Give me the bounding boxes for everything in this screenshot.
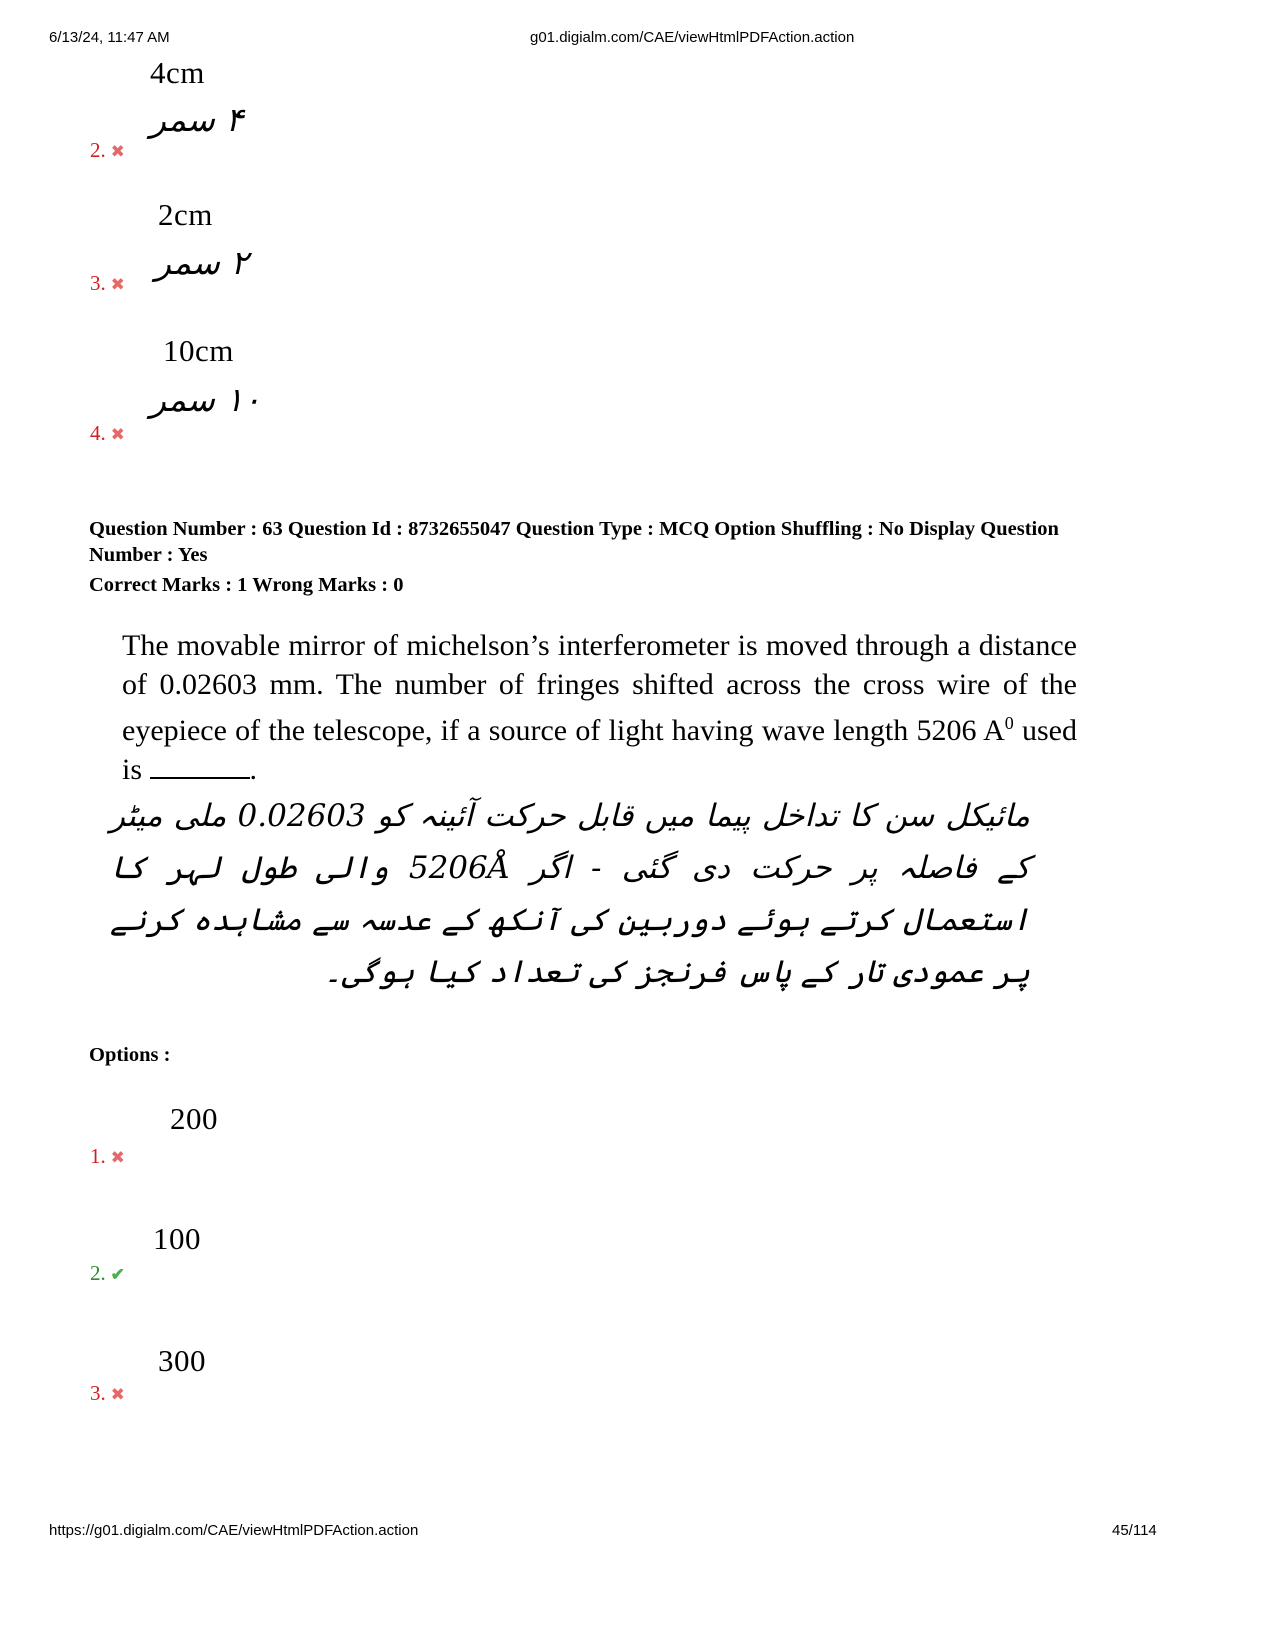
question-meta-line2: Number : Yes bbox=[89, 544, 208, 566]
prev-option-4-urdu: ۱۰ سمر bbox=[150, 380, 261, 419]
option-1-number: 1. bbox=[90, 1144, 106, 1168]
prev-option-4-value: 10cm bbox=[163, 333, 234, 368]
wrong-mark-icon: ✖ bbox=[110, 1385, 125, 1404]
prev-option-3-urdu: ۲ سمر bbox=[155, 243, 249, 282]
options-label: Options : bbox=[89, 1044, 171, 1066]
prev-option-2-number: 2. bbox=[90, 138, 106, 162]
question-meta-line1: Question Number : 63 Question Id : 8732655047 Question Type : MCQ Option Shuffling : No Display Question bbox=[89, 518, 1059, 540]
question-urdu-text: مائیکل سن کا تداخل پیما میں قابل حرکت آئینہ کو 0.02603 ملی میٹر کے فاصلہ پر حرکت دی گئی - اگر 5206Å والی طول لہر کا استعمال کرتے ہوئے دوربین کی آنکھ کے عدسہ سے مشاہدہ کرنے پر عمودی تار کے پاس فرنجز کی تعداد کیا ہوگی۔ bbox=[110, 798, 1031, 990]
page-number: 45/114 bbox=[1112, 1522, 1157, 1539]
option-1-value: 200 bbox=[170, 1101, 218, 1136]
print-header-url: g01.digialm.com/CAE/viewHtmlPDFAction.action bbox=[530, 29, 855, 46]
question-meta bbox=[89, 516, 1189, 598]
prev-option-4 bbox=[90, 421, 126, 446]
option-2 bbox=[90, 1261, 126, 1286]
wrong-mark-icon: ✖ bbox=[110, 425, 125, 444]
question-text bbox=[122, 626, 1077, 789]
print-datetime: 6/13/24, 11:47 AM bbox=[49, 29, 170, 46]
question-text-part2: used is bbox=[122, 714, 1077, 786]
wrong-mark-icon: ✖ bbox=[110, 275, 125, 294]
wrong-mark-icon: ✖ bbox=[110, 142, 125, 161]
prev-option-4-number: 4. bbox=[90, 421, 106, 445]
option-3-number: 3. bbox=[90, 1381, 106, 1405]
option-2-value: 100 bbox=[153, 1221, 201, 1256]
question-text-sup: 0 bbox=[1004, 713, 1014, 733]
prev-option-2-urdu: ۴ سمر bbox=[150, 100, 244, 139]
option-3-value: 300 bbox=[158, 1343, 206, 1378]
question-text-part1: The movable mirror of michelson’s interferometer is moved through a distance of 0.02603 mm. The number of fringes shifted across the cross wire of the eyepiece of the telescope, if a source of light having wave length 5206 A bbox=[122, 629, 1077, 747]
prev-option-3-value: 2cm bbox=[158, 197, 213, 232]
prev-option-2-value: 4cm bbox=[150, 55, 205, 90]
question-marks: Correct Marks : 1 Wrong Marks : 0 bbox=[89, 574, 404, 596]
prev-option-3 bbox=[90, 271, 126, 296]
question-text-end: . bbox=[249, 753, 258, 786]
correct-mark-icon: ✔ bbox=[110, 1265, 125, 1284]
option-2-number: 2. bbox=[90, 1261, 106, 1285]
option-1 bbox=[90, 1144, 126, 1169]
prev-option-2 bbox=[90, 138, 126, 163]
print-footer-url: https://g01.digialm.com/CAE/viewHtmlPDFAction.action bbox=[49, 1522, 419, 1539]
wrong-mark-icon: ✖ bbox=[110, 1148, 125, 1167]
answer-blank bbox=[150, 751, 250, 779]
prev-option-3-number: 3. bbox=[90, 271, 106, 295]
option-3 bbox=[90, 1381, 126, 1406]
